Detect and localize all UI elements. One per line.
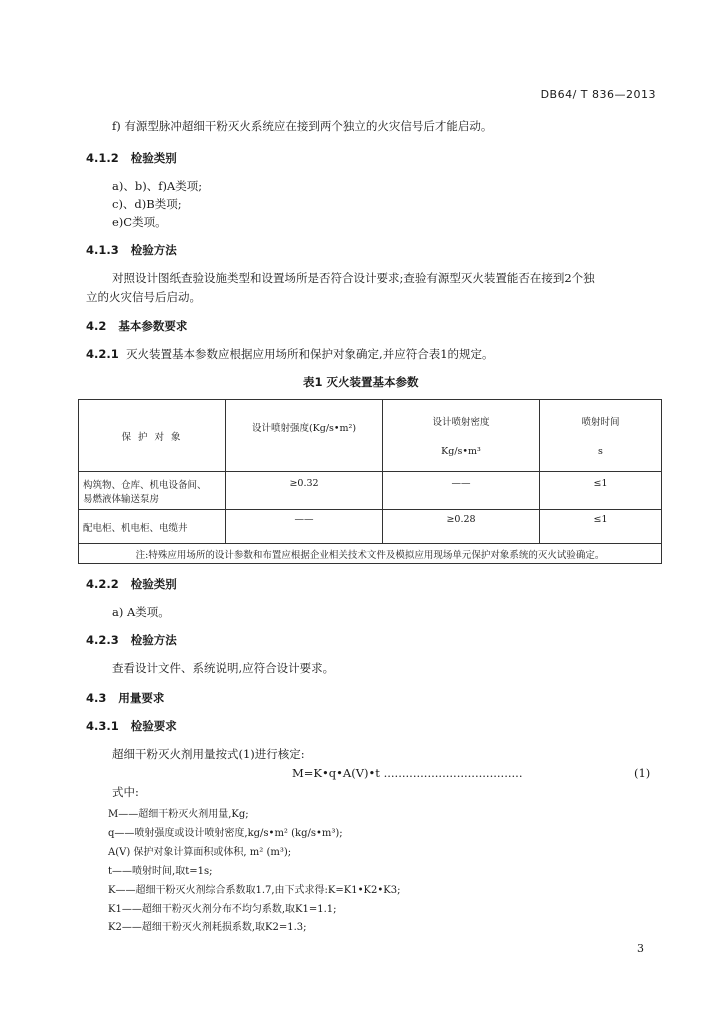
formula-number: (1) bbox=[634, 766, 651, 780]
cell-line: 构筑物、仓库、机电设备间、 bbox=[83, 479, 207, 491]
section-number: 4.1.2 bbox=[86, 151, 119, 165]
section-4-2-2-heading bbox=[86, 576, 177, 592]
section-title: 基本参数要求 bbox=[118, 319, 188, 333]
table-row bbox=[79, 510, 662, 544]
list-item: c)、d)B类项; bbox=[112, 197, 182, 211]
header-spray-time bbox=[540, 400, 662, 472]
formula-intro: 超细干粉灭火剂用量按式(1)进行核定: bbox=[112, 747, 305, 761]
section-title: 检验要求 bbox=[130, 719, 177, 733]
table-note-row bbox=[79, 544, 662, 564]
page-number: 3 bbox=[637, 942, 644, 955]
definition-line: M——超细干粉灭火剂用量,Kg; bbox=[108, 809, 249, 820]
table-note: 注:特殊应用场所的设计参数和布置应根据企业相关技术文件及模拟应用现场单元保护对象系统的灭火试验确定。 bbox=[79, 544, 662, 564]
section-4-3-1-heading bbox=[86, 718, 177, 734]
formula-expression: M=K•q•A(V)•t bbox=[292, 766, 380, 780]
cell-line: 易燃液体输送泵房 bbox=[83, 493, 160, 505]
formula bbox=[292, 766, 523, 780]
table-caption: 表1 灭火装置基本参数 bbox=[303, 375, 419, 389]
header-design-density: 设计喷射强度(Kg/s•m²) bbox=[226, 400, 383, 472]
definition-line: t——喷射时间,取t=1s; bbox=[108, 866, 213, 877]
section-number: 4.2.2 bbox=[86, 577, 119, 591]
section-4-1-3-heading bbox=[86, 242, 177, 258]
cell-intensity: —— bbox=[383, 472, 540, 510]
table-header-row bbox=[79, 400, 662, 472]
section-4-1-2-heading bbox=[86, 150, 177, 166]
list-item: e)C类项。 bbox=[112, 215, 167, 229]
paragraph-text: 灭火装置基本参数应根据应用场所和保护对象确定,并应符合表1的规定。 bbox=[126, 347, 494, 361]
header-label: 设计喷射密度 bbox=[432, 417, 490, 428]
section-number: 4.3 bbox=[86, 691, 107, 705]
standard-code-header: DB64/ T 836—2013 bbox=[540, 88, 656, 101]
basic-parameters-table bbox=[78, 399, 662, 564]
section-number: 4.1.3 bbox=[86, 243, 119, 257]
section-number: 4.2.3 bbox=[86, 633, 119, 647]
definition-line: K1——超细干粉灭火剂分布不均匀系数,取K1=1.1; bbox=[108, 904, 337, 915]
section-title: 用量要求 bbox=[118, 691, 165, 705]
cell-object: 配电柜、机电柜、电缆井 bbox=[79, 510, 226, 544]
section-number: 4.2 bbox=[86, 319, 107, 333]
formula-leader-dots: ...................................... bbox=[383, 766, 523, 780]
list-item: a)、b)、f)A类项; bbox=[112, 179, 203, 193]
cell-object bbox=[79, 472, 226, 510]
cell-time: ≤1 bbox=[540, 472, 662, 510]
cell-intensity: ≥0.28 bbox=[383, 510, 540, 544]
section-4-2-heading bbox=[86, 318, 187, 334]
list-item: a) A类项。 bbox=[112, 605, 170, 619]
header-design-intensity bbox=[383, 400, 540, 472]
definition-line: K2——超细干粉灭火剂耗损系数,取K2=1.3; bbox=[108, 922, 307, 933]
header-label: 喷射时间 bbox=[581, 417, 620, 428]
section-number: 4.2.1 bbox=[86, 347, 119, 361]
section-title: 检验方法 bbox=[130, 243, 177, 257]
header-unit: Kg/s•m³ bbox=[441, 446, 481, 457]
method-paragraph-line-1: 对照设计图纸查验设施类型和设置场所是否符合设计要求;查验有源型灭火装置能否在接到2个独 bbox=[112, 271, 595, 285]
header-unit: s bbox=[598, 446, 603, 457]
section-title: 检验类别 bbox=[130, 577, 177, 591]
method-paragraph: 查看设计文件、系统说明,应符合设计要求。 bbox=[112, 661, 335, 675]
section-title: 检验方法 bbox=[130, 633, 177, 647]
cell-density: ≥0.32 bbox=[226, 472, 383, 510]
definition-line: A(V) 保护对象计算面积或体积, m² (m³); bbox=[108, 847, 292, 858]
section-4-2-1-paragraph bbox=[86, 346, 494, 362]
definition-line: q——喷射强度或设计喷射密度,kg/s•m² (kg/s•m³); bbox=[108, 828, 343, 839]
section-4-3-heading bbox=[86, 690, 164, 706]
cell-time: ≤1 bbox=[540, 510, 662, 544]
where-label: 式中: bbox=[112, 785, 139, 799]
item-f-paragraph: f) 有源型脉冲超细干粉灭火系统应在接到两个独立的火灾信号后才能启动。 bbox=[112, 119, 493, 133]
section-title: 检验类别 bbox=[130, 151, 177, 165]
section-number: 4.3.1 bbox=[86, 719, 119, 733]
method-paragraph-line-2: 立的火灾信号后启动。 bbox=[86, 290, 201, 304]
cell-density: —— bbox=[226, 510, 383, 544]
table-row bbox=[79, 472, 662, 510]
definition-line: K——超细干粉灭火剂综合系数取1.7,由下式求得:K=K1•K2•K3; bbox=[108, 885, 401, 896]
header-protected-object: 保 护 对 象 bbox=[79, 400, 226, 472]
section-4-2-3-heading bbox=[86, 632, 177, 648]
